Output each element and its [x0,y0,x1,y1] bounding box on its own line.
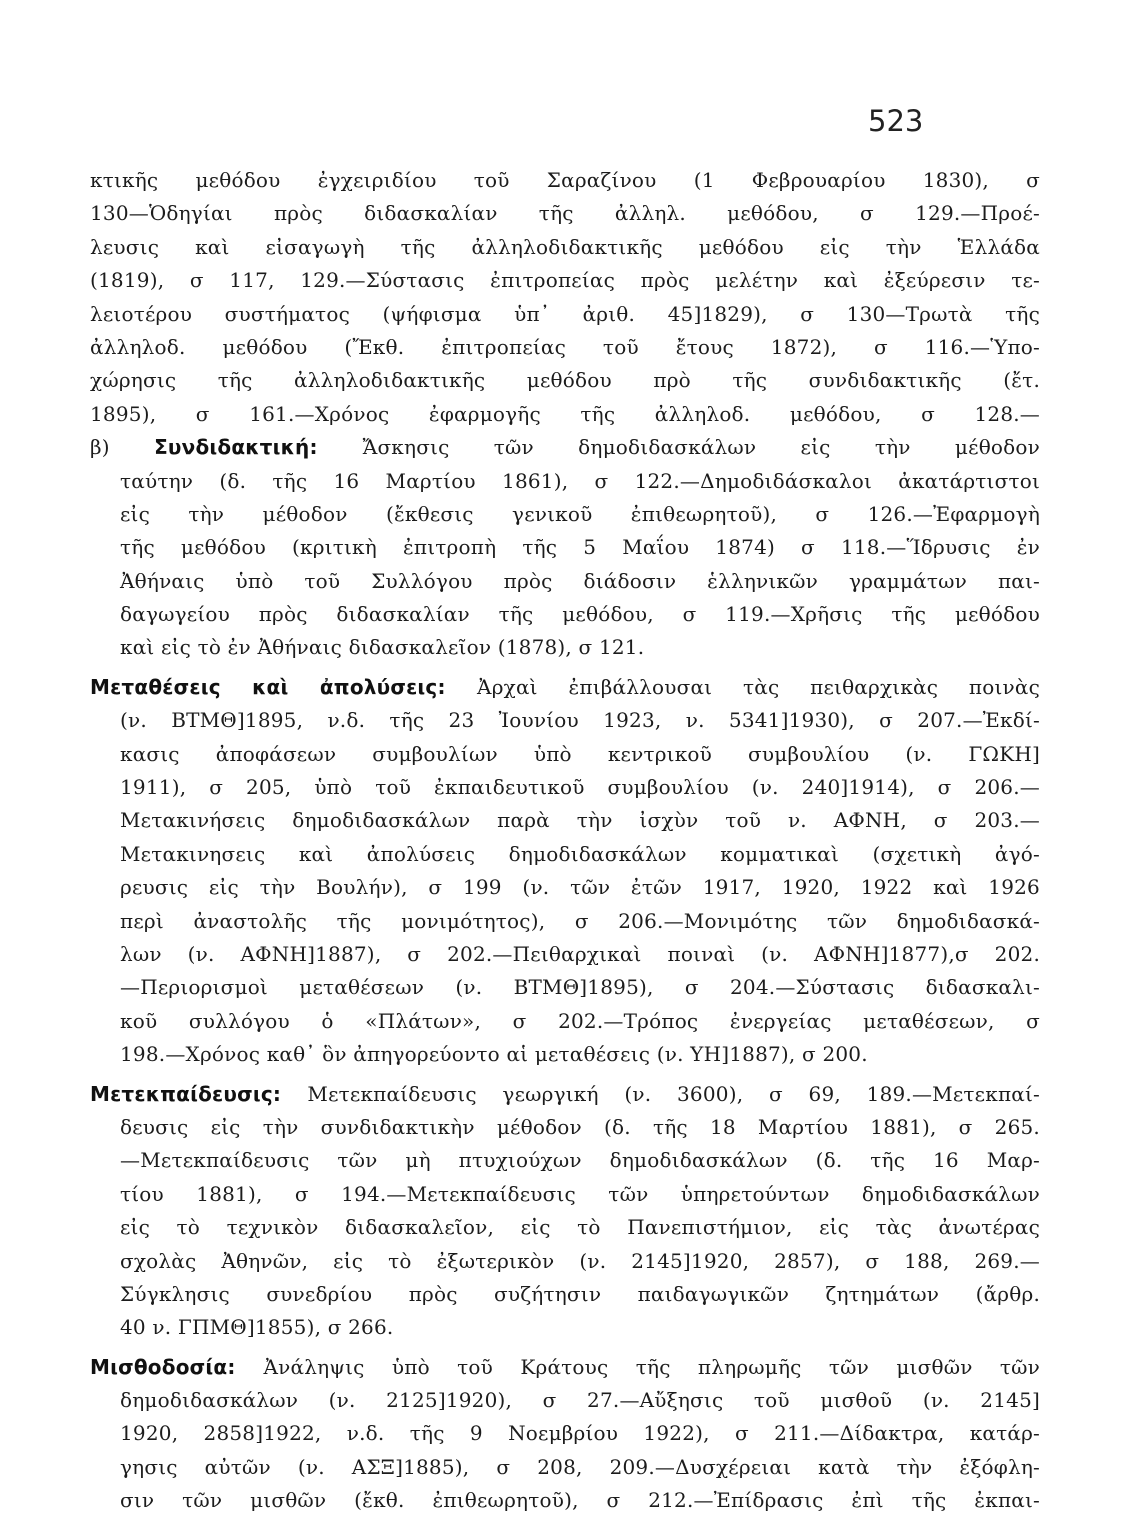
text-line [90,565,1040,598]
text-line [90,498,1040,531]
entry-text: τῆς μεθόδου (κριτικὴ ἐπιτροπὴ τῆς 5 Μαΐου 1874) σ 118.—Ἵδρυσις ἐν [120,535,1040,560]
index-entry-metatheseis [90,671,1040,1072]
text-line [90,264,1040,297]
entry-headword: Συνδιδακτική: [154,435,363,460]
entry-text: Σύγκλησις συνεδρίου πρὸς συζήτησιν παιδαγωγικῶν ζητημάτων (ἄρθρ. [120,1281,1040,1306]
entry-text: (1819), σ 117, 129.—Σύστασις ἐπιτροπείας πρὸς μελέτην καὶ ἐξεύρεσιν τε- [90,268,1040,293]
text-line [90,1038,1040,1071]
text-line [90,197,1040,230]
entry-text: Μετακινήσεις δημοδιδασκάλων παρὰ τὴν ἰσχὺν τοῦ ν. ΑΦΝΗ, σ 203.— [120,808,1040,833]
entry-text: λειοτέρου συστήματος (ψήφισμα ὑπ᾽ ἀριθ. 45]1829), σ 130—Τρωτὰ τῆς [90,301,1040,326]
entry-text: Μετεκπαίδευσις γεωργική (ν. 3600), σ 69, 189.—Μετεκπαί- [307,1081,1040,1106]
text-line [90,871,1040,904]
entry-text: Μετακινησεις καὶ ἀπολύσεις δημοδιδασκάλων κομματικαὶ (σχετικὴ ἀγό- [120,841,1040,866]
text-line [90,1351,1040,1384]
text-line [90,938,1040,971]
text-line [90,1484,1040,1517]
text-line [90,738,1040,771]
text-line [90,671,1040,704]
entry-text: δευσις εἰς τὴν συνδιδακτικὴν μέθοδον (δ. τῆς 18 Μαρτίου 1881), σ 265. [120,1114,1040,1139]
entry-text: ἀλληλοδ. μεθόδου (Ἔκθ. ἐπιτροπείας τοῦ ἔτους 1872), σ 116.—Ὑπο- [90,334,1040,359]
page-number: 523 [868,104,924,138]
entry-text: 1911), σ 205, ὑπὸ τοῦ ἐκπαιδευτικοῦ συμβουλίου (ν. 240]1914), σ 206.— [120,775,1040,800]
entry-text: ρευσις εἰς τὴν Βουλήν), σ 199 (ν. τῶν ἐτῶν 1917, 1920, 1922 καὶ 1926 [120,875,1040,900]
entry-text: κοῦ συλλόγου ὁ «Πλάτων», σ 202.—Τρόπος ἐνεργείας μεταθέσεων, σ [120,1008,1040,1033]
text-line [90,804,1040,837]
text-line [90,298,1040,331]
text-line [90,1111,1040,1144]
text-line [90,1245,1040,1278]
entry-text: Ἄσκησις τῶν δημοδιδασκάλων εἰς τὴν μέθοδον [362,435,1041,460]
entry-text: —Μετεκπαίδευσις τῶν μὴ πτυχιούχων δημοδιδασκάλων (δ. τῆς 16 Μαρ- [120,1148,1040,1173]
text-line [90,1384,1040,1417]
entry-text: χώρησις τῆς ἀλληλοδιδακτικῆς μεθόδου πρὸ τῆς συνδιδακτικῆς (ἔτ. [90,368,1040,393]
entry-headword: Μεταθέσεις καὶ ἀπολύσεις: [90,674,478,699]
entry-text: κασις ἀποφάσεων συμβουλίων ὑπὸ κεντρικοῦ συμβουλίου (ν. ΓΩΚΗ] [120,741,1040,766]
text-line [90,598,1040,631]
index-entry-continued [90,164,1040,665]
entry-text: καὶ εἰς τὸ ἐν Ἀθήναις διδασκαλεῖον (1878), σ 121. [120,635,645,660]
entry-text: λων (ν. ΑΦΝΗ]1887), σ 202.—Πειθαρχικαὶ ποιναὶ (ν. ΑΦΝΗ]1877),σ 202. [120,941,1040,966]
text-line [90,838,1040,871]
entry-text: λευσις καὶ εἰσαγωγὴ τῆς ἀλληλοδιδακτικῆς μεθόδου εἰς τὴν Ἑλλάδα [90,234,1040,259]
entry-text: Ἀνάληψις ὑπὸ τοῦ Κράτους τῆς πληρωμῆς τῶν μισθῶν τῶν [263,1354,1041,1379]
text-line [90,364,1040,397]
entry-text: εἰς τὴν μέθοδον (ἔκθεσις γενικοῦ ἐπιθεωρητοῦ), σ 126.—Ἐφαρμογὴ [120,501,1040,526]
entry-text: —Περιορισμοὶ μεταθέσεων (ν. ΒΤΜΘ]1895), σ 204.—Σύστασις διδασκαλι- [120,975,1040,1000]
entry-text: Ἀρχαὶ ἐπιβάλλουσαι τὰς πειθαρχικὰς ποινὰς [477,674,1040,699]
text-line [90,465,1040,498]
index-entry-misthodosia [90,1351,1040,1518]
text-line [90,1451,1040,1484]
text-line [90,431,1040,464]
text-line [90,231,1040,264]
entry-headword: Μισθοδοσία: [90,1354,264,1379]
entry-headword: Μετεκπαίδευσις: [90,1081,308,1106]
text-line [90,704,1040,737]
entry-text: 1920, 2858]1922, ν.δ. τῆς 9 Νοεμβρίου 1922), σ 211.—Δίδακτρα, κατάρ- [120,1421,1040,1446]
index-entry-metekpaideusis [90,1078,1040,1345]
index-body [90,164,1040,1518]
text-line [90,1417,1040,1450]
entry-text: εἰς τὸ τεχνικὸν διδασκαλεῖον, εἰς τὸ Πανεπιστήμιον, εἰς τὰς ἀνωτέρας [120,1215,1040,1240]
entry-text: ταύτην (δ. τῆς 16 Μαρτίου 1861), σ 122.—Δημοδιδάσκαλοι ἀκατάρτιστοι [120,468,1040,493]
entry-lead: β) [90,435,155,460]
entry-text: κτικῆς μεθόδου ἐγχειριδίου τοῦ Σαραζίνου (1 Φεβρουαρίου 1830), σ [90,168,1040,192]
entry-text: σχολὰς Ἀθηνῶν, εἰς τὸ ἐξωτερικὸν (ν. 2145]1920, 2857), σ 188, 269.— [120,1248,1040,1273]
entry-text: τίου 1881), σ 194.—Μετεκπαίδευσις τῶν ὑπηρετούντων δημοδιδασκάλων [120,1181,1040,1206]
entry-text: 130—Ὁδηγίαι πρὸς διδασκαλίαν τῆς ἀλληλ. μεθόδου, σ 129.—Προέ- [90,201,1040,226]
text-line [90,1211,1040,1244]
entry-text: σιν τῶν μισθῶν (ἔκθ. ἐπιθεωρητοῦ), σ 212.—Ἐπίδρασις ἐπὶ τῆς ἐκπαι- [120,1488,1040,1513]
text-line [90,1311,1040,1344]
text-line [90,771,1040,804]
text-line [90,398,1040,431]
entry-text: Ἀθήναις ὑπὸ τοῦ Συλλόγου πρὸς διάδοσιν ἑλληνικῶν γραμμάτων παι- [120,568,1040,593]
entry-text: δαγωγείου πρὸς διδασκαλίαν τῆς μεθόδου, σ 119.—Χρῆσις τῆς μεθόδου [120,602,1040,627]
entry-text: 1895), σ 161.—Χρόνος ἐφαρμογῆς τῆς ἀλληλοδ. μεθόδου, σ 128.— [90,401,1040,426]
text-line [90,1005,1040,1038]
entry-text: δημοδιδασκάλων (ν. 2125]1920), σ 27.—Αὔξησις τοῦ μισθοῦ (ν. 2145] [120,1388,1040,1413]
text-line [90,1144,1040,1177]
text-line [90,1078,1040,1111]
entry-text: γησις αὐτῶν (ν. ΑΣΞ]1885), σ 208, 209.—Δυσχέρειαι κατὰ τὴν ἐξόφλη- [120,1454,1040,1479]
text-line [90,1178,1040,1211]
text-line [90,1278,1040,1311]
text-line [90,971,1040,1004]
text-line [90,905,1040,938]
text-line [90,531,1040,564]
text-line [90,164,1040,197]
text-line [90,631,1040,664]
entry-text: περὶ ἀναστολῆς τῆς μονιμότητος), σ 206.—Μονιμότης τῶν δημοδιδασκά- [120,908,1040,933]
entry-text: 40 ν. ΓΠΜΘ]1855), σ 266. [120,1315,394,1340]
entry-text: (ν. ΒΤΜΘ]1895, ν.δ. τῆς 23 Ἰουνίου 1923, ν. 5341]1930), σ 207.—Ἐκδί- [120,708,1040,733]
text-line [90,331,1040,364]
entry-text: 198.—Χρόνος καθ᾽ ὃν ἀπηγορεύοντο αἱ μεταθέσεις (ν. ΥΗ]1887), σ 200. [120,1042,868,1067]
